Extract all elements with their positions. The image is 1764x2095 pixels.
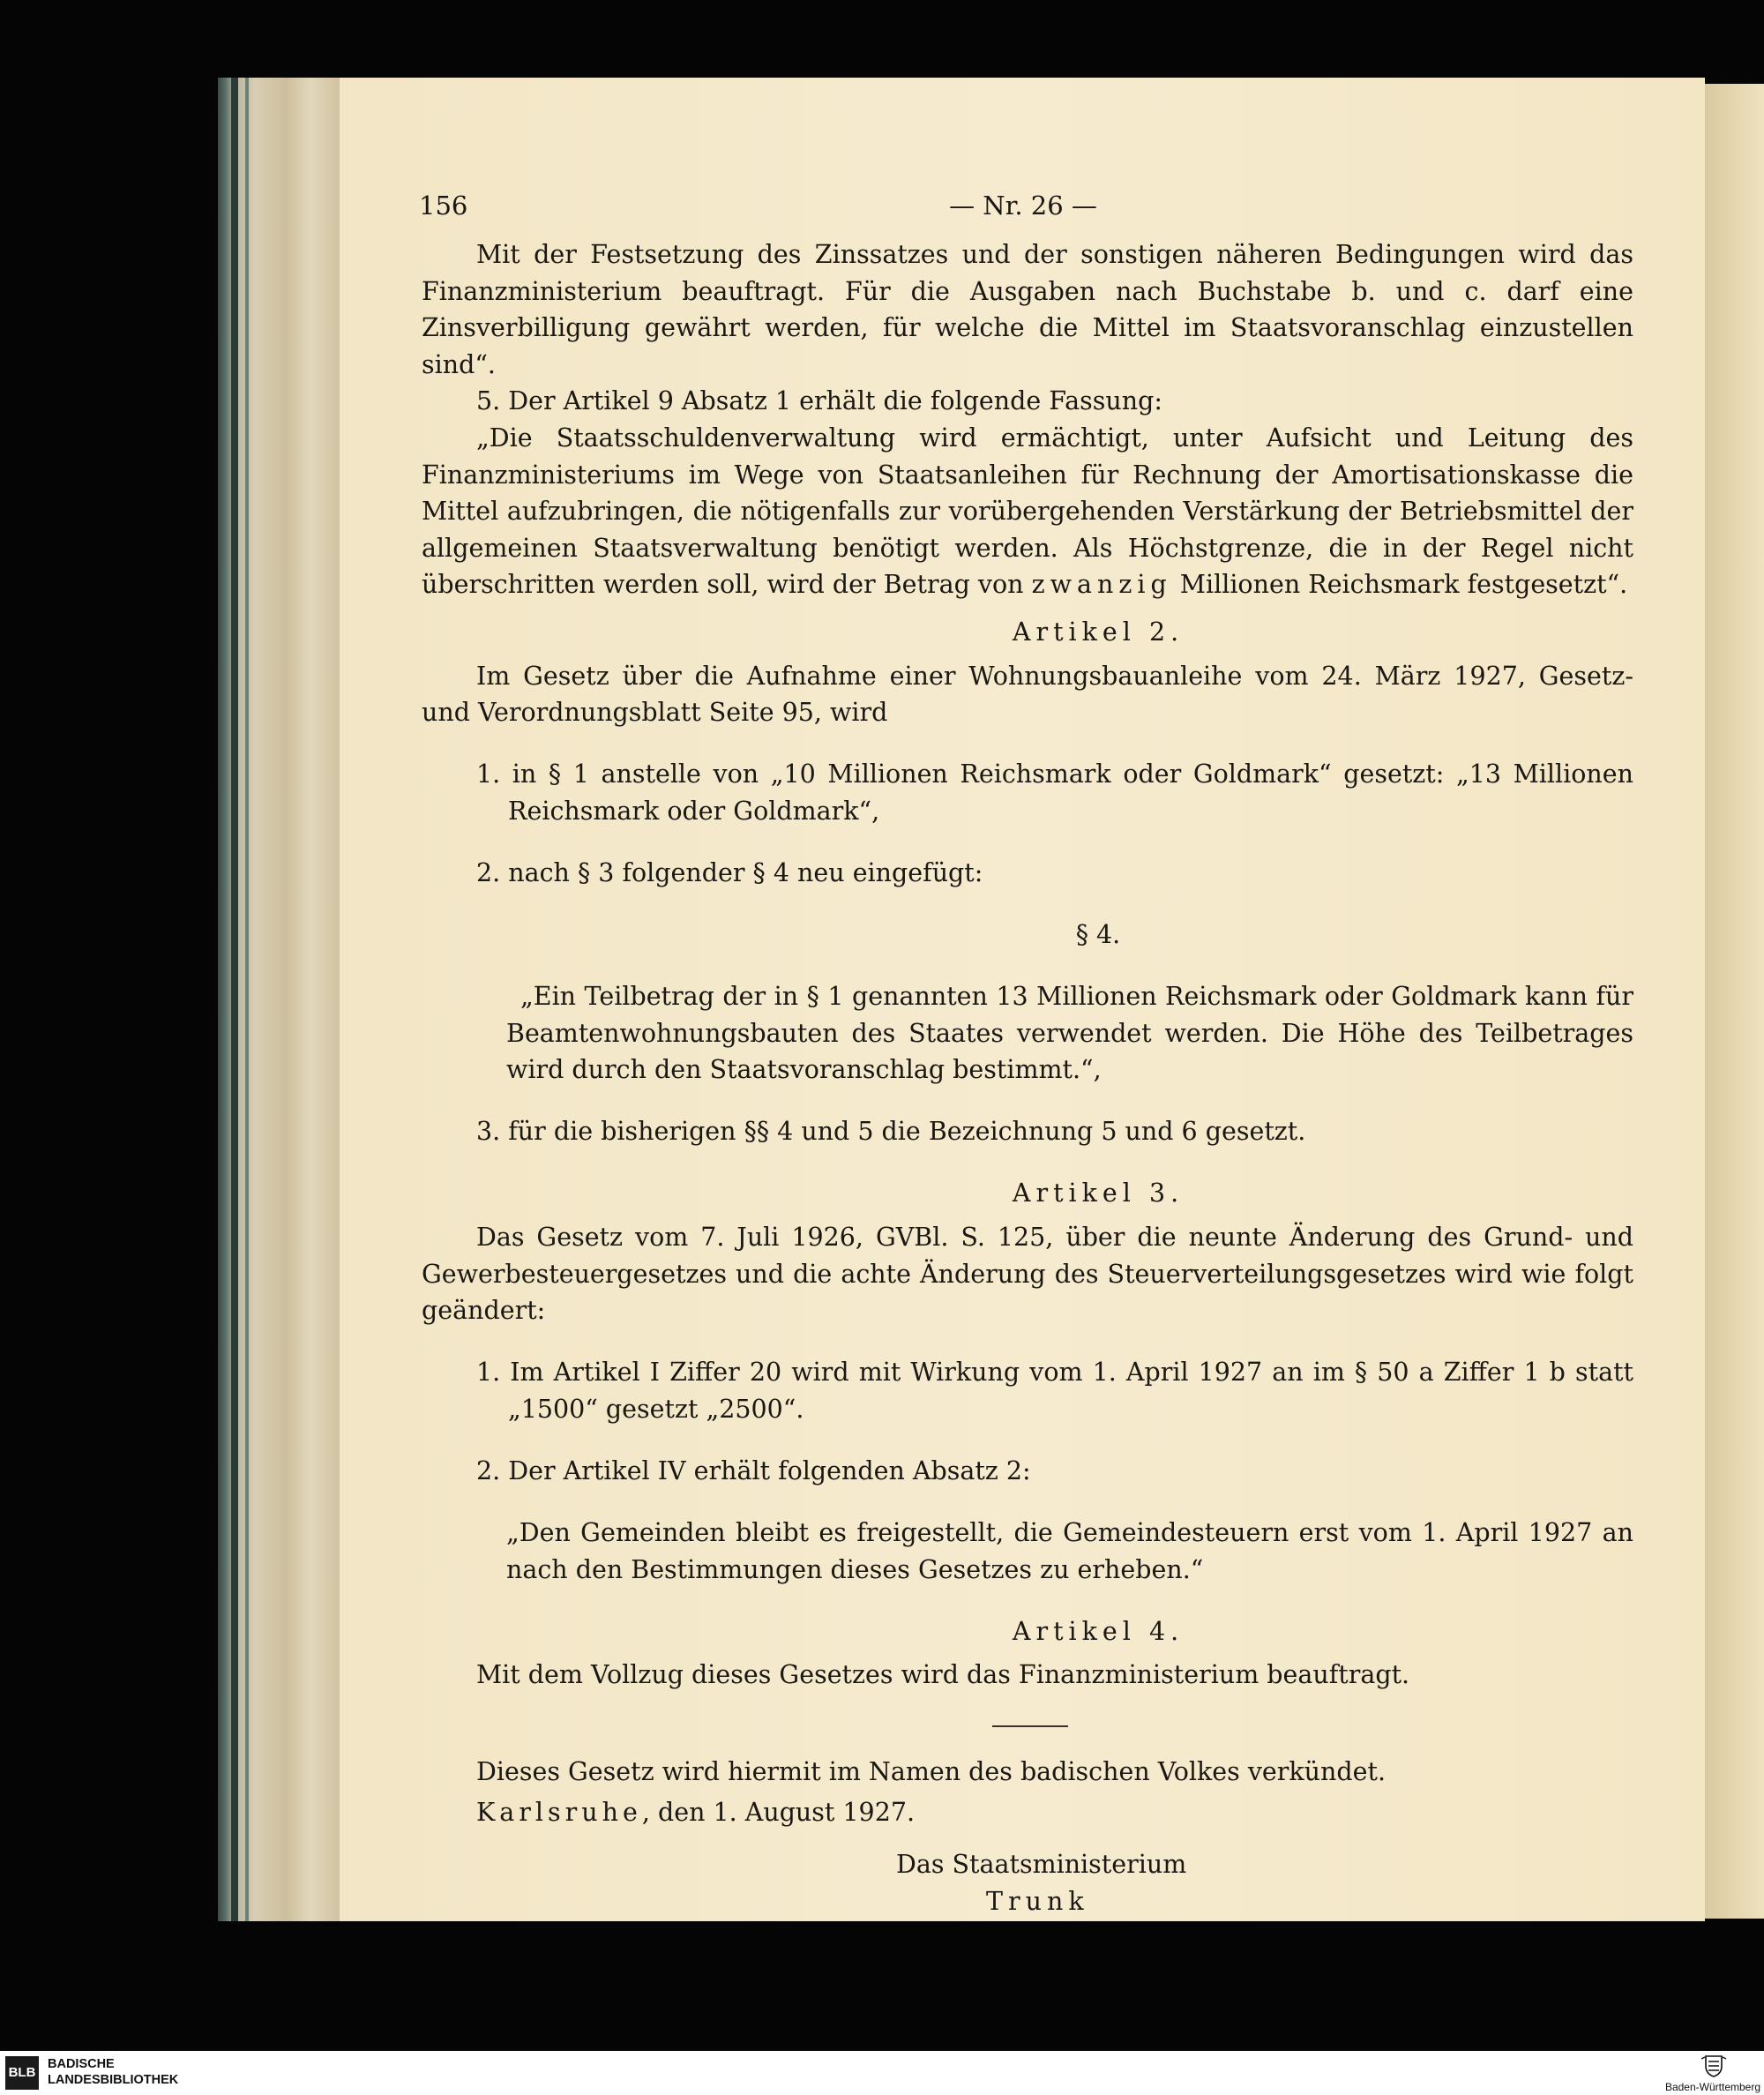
book-spine-shadow <box>231 78 238 1921</box>
book-spine-line <box>245 78 249 1921</box>
heading-article-2: Artikel 2. <box>1012 617 1185 647</box>
section-4-text: „Ein Teilbetrag der in § 1 genannten 13 Millionen Reichsmark oder Goldmark kann für Beamtenwohnungsbauten des Staates verwendet werden. Die Höhe des Teilbetrages wird durch den Staatsvoranschlag bestimmt.“, <box>506 982 1633 1085</box>
promulgation-text: Dieses Gesetz wird hiermit im Namen des badischen Volkes verkündet. <box>476 1757 1387 1786</box>
heading-article-4: Artikel 4. <box>1012 1616 1185 1646</box>
place-date <box>476 1794 1633 1831</box>
item-5: 5. Der Artikel 9 Absatz 1 erhält die folgende Fassung: <box>476 386 1162 416</box>
facing-page-edge <box>1705 84 1764 1919</box>
quote-article-9-part-a: „Die Staatsschuldenverwaltung wird ermächtigt, unter Aufsicht und Leitung des Finanzministeriums im Wege von Staatsanleihen für Rechnung der Amortisationskasse die Mittel aufzubringen, die nötigenfalls zur vorübergehenden Verstärkung der Betriebsmittel der allgemeinen Staatsverwaltung benötigt werden. Als Höchstgrenze, die in der Regel nicht überschritten werden soll, wird der Betrag von <box>422 423 1633 600</box>
viewer-footer <box>0 2051 1764 2095</box>
article-2-item-2: 2. nach § 3 folgender § 4 neu eingefügt: <box>476 857 983 887</box>
authority-line: Das Staatsministerium <box>896 1850 1187 1880</box>
signature-name: Trunk <box>986 1886 1089 1916</box>
library-logo-badge[interactable]: BLB <box>5 2056 39 2090</box>
article-3-item-1: 1. Im Artikel I Ziffer 20 wird mit Wirkung vom 1. April 1927 an im § 50 a Ziffer 1 b statt „1500“ gesetzt „2500“. <box>476 1358 1633 1424</box>
article-3-intro: Das Gesetz vom 7. Juli 1926, GVBl. S. 125, über die neunte Änderung des Grund- und Gewerbesteuergesetzes und die achte Änderung des Steuerverteilungsgesetzes wird wie folgt geändert: <box>422 1223 1633 1326</box>
issue-number: — Nr. 26 — <box>949 191 1097 221</box>
section-divider <box>992 1725 1068 1727</box>
library-name-line-1: BADISCHE <box>48 2057 115 2071</box>
quote-article-9-part-b: Millionen Reichsmark festgesetzt“. <box>1171 570 1628 600</box>
coat-of-arms-icon <box>1700 2054 1727 2078</box>
heading-article-3: Artikel 3. <box>1012 1178 1185 1208</box>
document-body <box>422 236 1633 1919</box>
quote-article-9 <box>422 420 1633 603</box>
article-2-item-3: 3. für die bisherigen §§ 4 und 5 die Bezeichnung 5 und 6 gesetzt. <box>476 1117 1306 1147</box>
article-3-item-2: 2. Der Artikel IV erhält folgenden Absatz 2: <box>476 1456 1031 1486</box>
library-name[interactable] <box>48 2056 178 2088</box>
section-4-heading: § 4. <box>1075 920 1121 949</box>
article-2-intro: Im Gesetz über die Aufnahme einer Wohnungsbauanleihe vom 24. März 1927, Gesetz- und Verordnungsblatt Seite 95, wird <box>422 661 1633 728</box>
date-text: , den 1. August 1927. <box>641 1797 916 1827</box>
region-label: Baden-Württemberg <box>1664 2081 1760 2093</box>
article-3-quote: „Den Gemeinden bleibt es freigestellt, die Gemeindesteuern erst vom 1. April 1927 an nach den Bestimmungen dieses Gesetzes zu erheben.“ <box>506 1518 1633 1584</box>
page-number: 156 <box>419 191 468 221</box>
article-2-item-1: 1. in § 1 anstelle von „10 Millionen Reichsmark oder Goldmark“ gesetzt: „13 Millionen Reichsmark oder Goldmark“, <box>476 759 1633 826</box>
quote-article-9-spaced: zwanzig <box>1031 570 1172 600</box>
article-4-text: Mit dem Vollzug dieses Gesetzes wird das Finanzministerium beauftragt. <box>476 1660 1410 1690</box>
place-name: Karlsruhe <box>476 1797 642 1827</box>
library-name-line-2: LANDESBIBLIOTHEK <box>48 2073 179 2087</box>
paragraph-continuation: Mit der Festsetzung des Zinssatzes und der sonstigen näheren Bedingungen wird das Finanzministerium beauftragt. Für die Ausgaben nach Buchstabe b. und c. darf eine Zinsverbilligung gewährt werden, für welche die Mittel im Staatsvoranschlag einzustellen sind“. <box>422 240 1633 379</box>
